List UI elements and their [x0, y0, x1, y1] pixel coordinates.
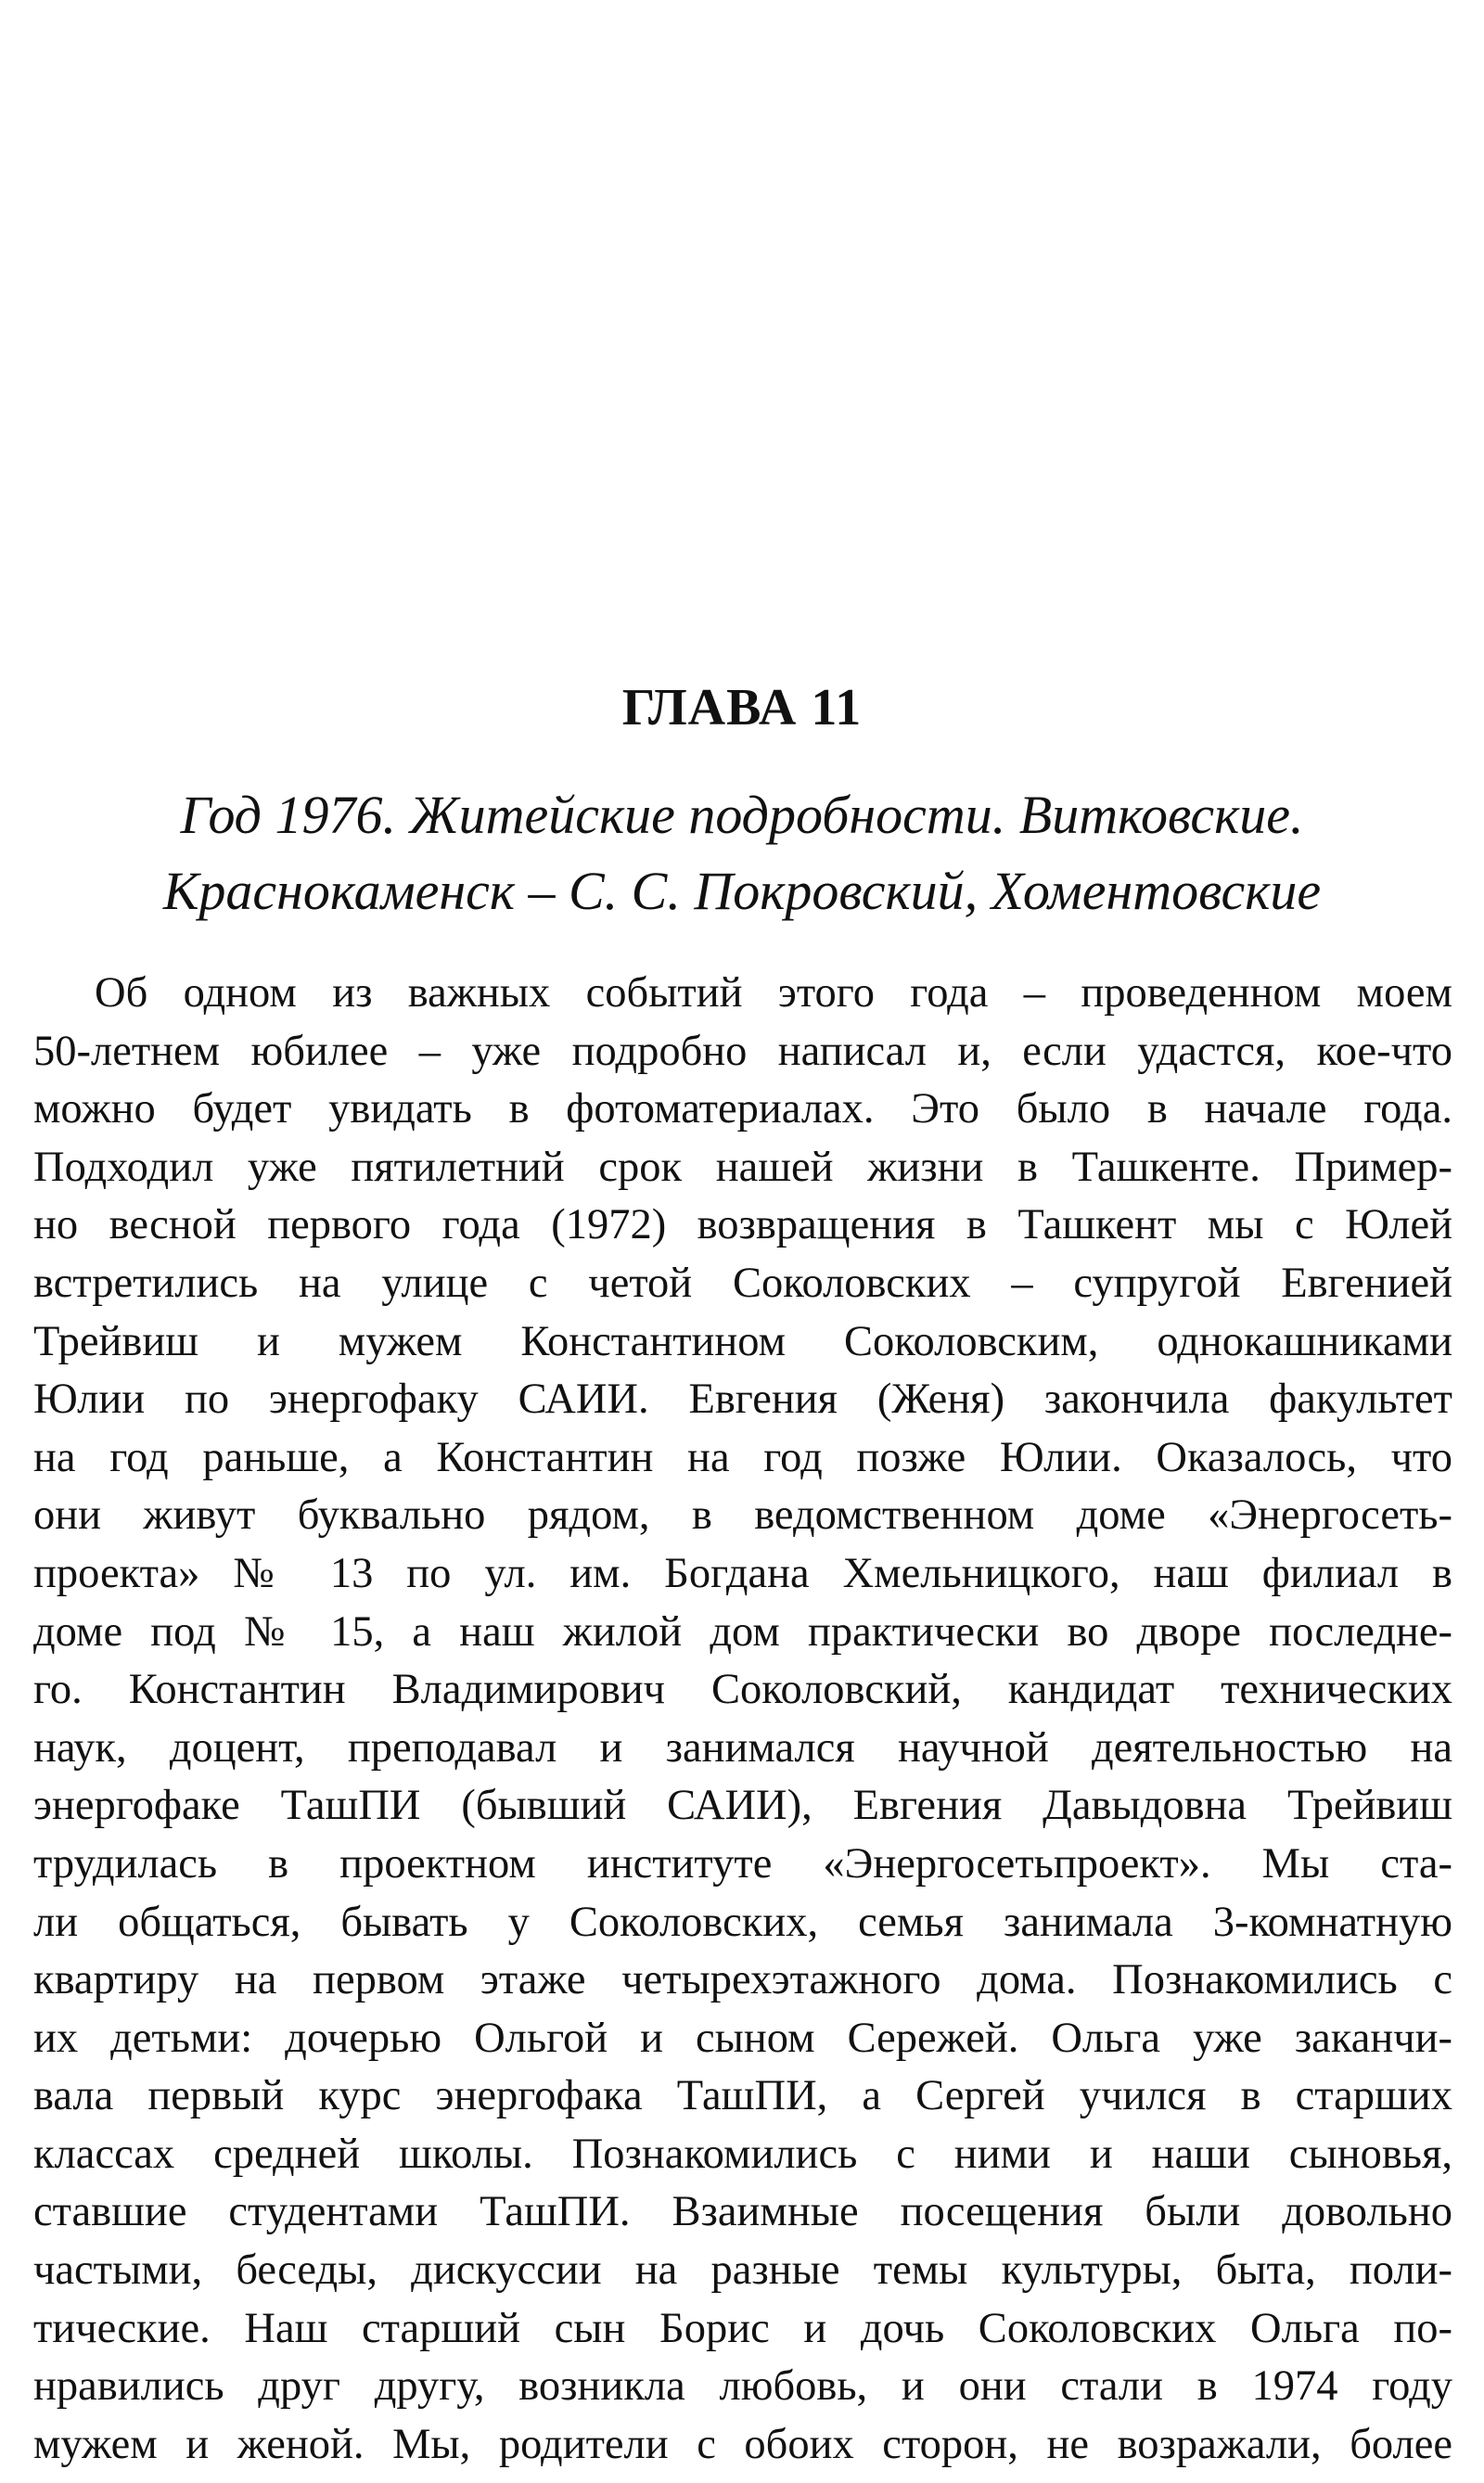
subtitle-line: Год 1976. Житейские подробности. Витковские. — [180, 785, 1304, 845]
subtitle-line: Краснокаменск – С. С. Покровский, Хоментовские — [162, 861, 1322, 921]
text-line: но весной первого года (1972) возвращения в Ташкент мы с Юлей — [33, 1201, 1452, 1249]
text-line: нравились друг другу, возникла любовь, и они стали в 1974 году — [33, 2362, 1452, 2411]
text-line: частыми, беседы, дискуссии на разные темы культуры, быта, поли- — [33, 2246, 1452, 2295]
text-line: 50-летнем юбилее – уже подробно написал и, если удастся, кое-что — [33, 1027, 1452, 1075]
text-line: можно будет увидать в фотоматериалах. Это было в начале года. — [33, 1085, 1452, 1133]
text-line: го. Константин Владимирович Соколовский, кандидат технических — [33, 1666, 1452, 1714]
text-line: классах средней школы. Познакомились с ними и наши сыновья, — [33, 2130, 1452, 2178]
text-line: вала первый курс энергофака ТашПИ, а Сергей учился в старших — [33, 2072, 1452, 2120]
text-line: тические. Наш старший сын Борис и дочь Соколовских Ольга по- — [33, 2304, 1452, 2352]
text-line: трудилась в проектном институте «Энергосетьпроект». Мы ста- — [33, 1839, 1452, 1888]
text-line: проекта» № 13 по ул. им. Богдана Хмельницкого, наш филиал в — [33, 1549, 1452, 1597]
body-paragraph — [33, 965, 1452, 2474]
text-line: ли общаться, бывать у Соколовских, семья занимала 3-комнатную — [33, 1898, 1452, 1946]
text-line: энергофаке ТашПИ (бывший САИИ), Евгения Давыдовна Трейвиш — [33, 1782, 1452, 1830]
text-line: Подходил уже пятилетний срок нашей жизни в Ташкенте. Пример- — [33, 1143, 1452, 1191]
text-line: Об одном из важных событий этого года – проведенном моем — [95, 969, 1452, 1017]
text-line: они живут буквально рядом, в ведомственном доме «Энергосеть- — [33, 1491, 1452, 1540]
chapter-title: ГЛАВА 11 — [621, 679, 863, 736]
text-line: Трейвиш и мужем Константином Соколовским, однокашниками — [33, 1317, 1452, 1365]
chapter-subtitle — [37, 777, 1447, 929]
text-line: ставшие студентами ТашПИ. Взаимные посещения были довольно — [33, 2188, 1452, 2236]
text-line: квартиру на первом этаже четырехэтажного дома. Познакомились с — [33, 1956, 1452, 2004]
text-line: встретились на улице с четой Соколовских – супругой Евгенией — [33, 1259, 1452, 1307]
text-line: мужем и женой. Мы, родители с обоих сторон, не возражали, более — [33, 2420, 1452, 2468]
text-line: на год раньше, а Константин на год позже Юлии. Оказалось, что — [33, 1433, 1452, 1481]
text-line: доме под № 15, а наш жилой дом практически во дворе последне- — [33, 1607, 1452, 1656]
text-line: Юлии по энергофаку САИИ. Евгения (Женя) закончила факультет — [33, 1376, 1452, 1424]
text-line: их детьми: дочерью Ольгой и сыном Сережей. Ольга уже заканчи- — [33, 2014, 1452, 2062]
text-line: наук, доцент, преподавал и занимался научной деятельностью на — [33, 1723, 1452, 1772]
